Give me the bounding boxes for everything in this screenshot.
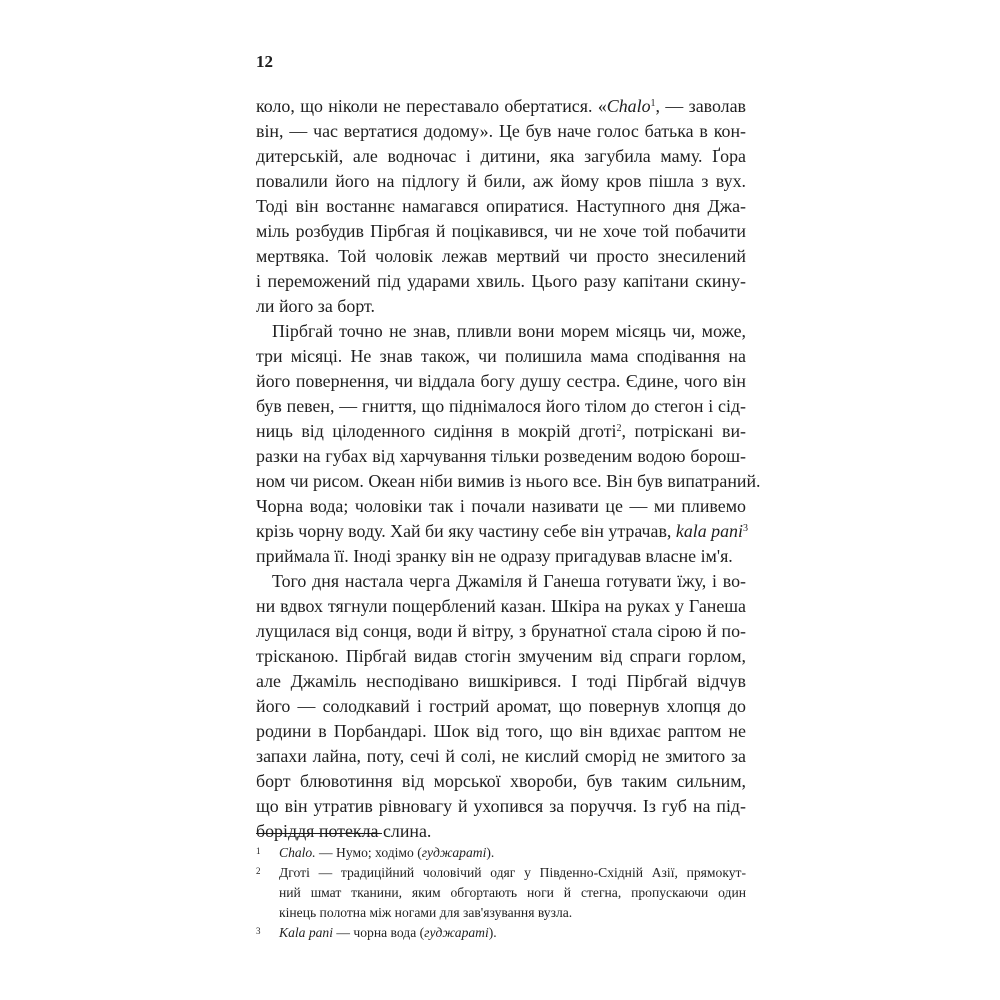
text-line: але Джаміль несподівано вишкірився. І тоді Пірбгай відчув xyxy=(256,671,746,691)
text-line: Чорна вода; чоловіки так і почали називати це — ми пливемо xyxy=(256,496,746,516)
text-line: повалили його на підлогу й били, аж йому кров пішла з вух. xyxy=(256,171,746,191)
text-fragment: крізь чорну воду. Хай би яку частину себе він утрачав, xyxy=(256,521,676,541)
foreign-term: kala pani xyxy=(675,521,743,541)
footnotes xyxy=(256,843,746,943)
text-line: ли його за борт. xyxy=(256,296,375,316)
foreign-term: Chalo. xyxy=(279,845,316,860)
footnote-ref: 1 xyxy=(650,98,656,109)
footnote-ref: 2 xyxy=(616,423,622,434)
text-line: боріддя потекла слина. xyxy=(256,821,432,841)
text-line xyxy=(256,419,746,444)
text-line: приймала її. Іноді зранку він не одразу пригадував власне ім'я. xyxy=(256,546,733,566)
text-fragment: , потріскані ви- xyxy=(621,421,746,441)
body-text xyxy=(256,94,761,844)
text-line: його — солодкавий і гострий аромат, що повернув хлопця до xyxy=(256,696,746,716)
foreign-term: Chalo xyxy=(606,96,651,116)
text-line: і переможений під ударами хвиль. Цього разу капітани скину- xyxy=(256,271,746,291)
text-fragment: , — заволав xyxy=(655,96,747,116)
text-fragment: ниць від цілоденного сидіння в мокрій дготі xyxy=(256,421,617,441)
footnote-1 xyxy=(256,843,746,863)
language-name: гуджараті xyxy=(424,925,489,940)
text-line: трісканою. Пірбгай видав стогін змученим від спраги горлом, xyxy=(256,646,746,666)
text-line: він, — час вертатися додому». Це був наче голос батька в кон- xyxy=(256,121,746,141)
page-number: 12 xyxy=(256,52,273,71)
footnote-line: кінець полотна між ногами для зав'язування вузла. xyxy=(279,905,573,920)
text-line: разки на губах від харчування тільки розведеним водою борош- xyxy=(256,446,746,466)
text-line: три місяці. Не знав також, чи полишила мама сподівання на xyxy=(256,346,746,366)
text-line xyxy=(256,519,746,544)
text-fragment: ). xyxy=(488,925,497,940)
text-line: Пірбгай точно не знав, пливли вони морем місяць чи, може, xyxy=(272,321,746,341)
foreign-term: Kala pani xyxy=(279,925,334,940)
text-line: його повернення, чи віддала богу душу сестра. Єдине, чого він xyxy=(256,371,746,391)
footnote-line xyxy=(279,923,746,943)
text-line: дитерській, але водночас і дитини, яка загубила маму. Ґора xyxy=(256,146,746,166)
text-line: Того дня настала черга Джаміля й Ганеша готувати їжу, і во- xyxy=(272,571,746,591)
text-line: запахи лайна, поту, сечі й солі, не кислий сморід не змитого за xyxy=(256,746,746,766)
text-fragment: коло, що ніколи не переставало обертатися. « xyxy=(256,96,607,116)
text-line: був певен, — гниття, що піднімалося його тілом до стегон і сід- xyxy=(256,396,746,416)
text-line xyxy=(256,94,746,119)
text-line: родини в Порбандарі. Шок від того, що він вдихає раптом не xyxy=(256,721,746,741)
footnote-mark: 2 xyxy=(256,866,261,876)
footnote-3 xyxy=(256,923,746,943)
text-line: що він утратив рівновагу й ухопився за поруччя. Із губ на під- xyxy=(256,796,746,816)
footnote-ref: 3 xyxy=(742,523,748,534)
text-fragment: — Нумо; ходімо ( xyxy=(315,845,422,860)
footnote-mark: 3 xyxy=(256,926,261,936)
text-line: міль розбудив Пірбгая й поцікавився, чи не хоче той побачити xyxy=(256,221,746,241)
text-line: ни вдвох тягнули пощерблений казан. Шкіра на руках у Ганеша xyxy=(256,596,746,616)
text-line: Тоді він востаннє намагався опиратися. Наступного дня Джа- xyxy=(256,196,746,216)
text-fragment: ). xyxy=(486,845,495,860)
footnote-line: ний шмат тканини, яким обгортають ноги й стегна, пропускаючи один xyxy=(279,885,746,900)
footnote-mark: 1 xyxy=(256,846,261,856)
footnote-2 xyxy=(256,863,746,923)
footnote-line xyxy=(279,843,746,863)
text-line: ном чи рисом. Океан ніби вимив із нього все. Він був випатраний. xyxy=(256,471,761,491)
footnote-line: Дготі — традиційний чоловічий одяг у Південно-Східній Азії, прямокут- xyxy=(279,865,746,880)
text-fragment: — чорна вода ( xyxy=(333,925,425,940)
footnote-divider xyxy=(256,833,382,834)
text-line: борт блювотиння від морської хвороби, був таким сильним, xyxy=(256,771,746,791)
text-line: лущилася від сонця, води й вітру, з брунатної стала сірою й по- xyxy=(256,621,746,641)
language-name: гуджараті xyxy=(421,845,487,860)
text-line: мертвяка. Той чоловік лежав мертвий чи просто знесилений xyxy=(256,246,746,266)
